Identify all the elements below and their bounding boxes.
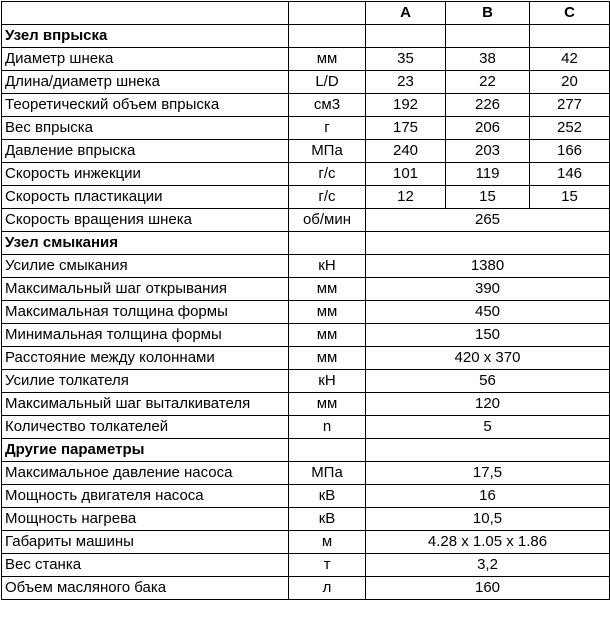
param-value: 420 x 370 bbox=[366, 347, 610, 370]
section-empty-cell bbox=[530, 25, 610, 48]
table-row bbox=[2, 278, 610, 301]
param-label: Теоретический объем впрыска bbox=[2, 94, 289, 117]
param-label: Максимальный шаг открывания bbox=[2, 278, 289, 301]
value-b: 15 bbox=[446, 186, 530, 209]
spec-table bbox=[1, 1, 610, 600]
header-col-c: C bbox=[530, 2, 610, 25]
param-unit: мм bbox=[289, 347, 366, 370]
table-row bbox=[2, 416, 610, 439]
param-label: Скорость инжекции bbox=[2, 163, 289, 186]
param-unit: кН bbox=[289, 370, 366, 393]
param-value: 56 bbox=[366, 370, 610, 393]
table-row bbox=[2, 48, 610, 71]
param-value: 1380 bbox=[366, 255, 610, 278]
section-value-cell bbox=[366, 439, 610, 462]
table-row bbox=[2, 370, 610, 393]
table-row bbox=[2, 117, 610, 140]
param-value: 120 bbox=[366, 393, 610, 416]
section-value-cell bbox=[366, 232, 610, 255]
param-unit: об/мин bbox=[289, 209, 366, 232]
param-unit: мм bbox=[289, 393, 366, 416]
param-unit: л bbox=[289, 577, 366, 600]
table-row bbox=[2, 393, 610, 416]
param-value: 4.28 x 1.05 x 1.86 bbox=[366, 531, 610, 554]
table-row bbox=[2, 186, 610, 209]
value-c: 146 bbox=[530, 163, 610, 186]
value-a: 192 bbox=[366, 94, 446, 117]
table-row bbox=[2, 94, 610, 117]
param-value: 17,5 bbox=[366, 462, 610, 485]
table-row bbox=[2, 255, 610, 278]
table-row bbox=[2, 163, 610, 186]
param-unit: г bbox=[289, 117, 366, 140]
param-unit: кВ bbox=[289, 508, 366, 531]
section-row-clamping bbox=[2, 232, 610, 255]
value-a: 35 bbox=[366, 48, 446, 71]
param-label: Минимальная толщина формы bbox=[2, 324, 289, 347]
section-unit-cell bbox=[289, 439, 366, 462]
param-unit: г/с bbox=[289, 163, 366, 186]
param-unit: мм bbox=[289, 48, 366, 71]
param-value: 390 bbox=[366, 278, 610, 301]
table-row bbox=[2, 324, 610, 347]
param-label: Мощность двигателя насоса bbox=[2, 485, 289, 508]
header-unit-cell bbox=[289, 2, 366, 25]
param-unit: кВ bbox=[289, 485, 366, 508]
param-label: Расстояние между колоннами bbox=[2, 347, 289, 370]
param-unit: мм bbox=[289, 278, 366, 301]
table-row bbox=[2, 554, 610, 577]
param-label: Скорость вращения шнека bbox=[2, 209, 289, 232]
value-b: 38 bbox=[446, 48, 530, 71]
param-label: Объем масляного бака bbox=[2, 577, 289, 600]
value-b: 119 bbox=[446, 163, 530, 186]
value-c: 277 bbox=[530, 94, 610, 117]
param-unit: мм bbox=[289, 301, 366, 324]
section-row-injection bbox=[2, 25, 610, 48]
value-a: 23 bbox=[366, 71, 446, 94]
section-unit-cell bbox=[289, 232, 366, 255]
section-title-injection: Узел впрыска bbox=[2, 25, 289, 48]
param-value: 150 bbox=[366, 324, 610, 347]
table-row bbox=[2, 209, 610, 232]
value-b: 226 bbox=[446, 94, 530, 117]
value-c: 15 bbox=[530, 186, 610, 209]
param-value: 10,5 bbox=[366, 508, 610, 531]
table-row bbox=[2, 71, 610, 94]
value-c: 252 bbox=[530, 117, 610, 140]
value-a: 240 bbox=[366, 140, 446, 163]
param-unit: т bbox=[289, 554, 366, 577]
param-unit: м bbox=[289, 531, 366, 554]
param-value: 450 bbox=[366, 301, 610, 324]
param-label: Максимальное давление насоса bbox=[2, 462, 289, 485]
table-row bbox=[2, 462, 610, 485]
param-label: Максимальная толщина формы bbox=[2, 301, 289, 324]
param-unit: МПа bbox=[289, 462, 366, 485]
section-title-clamping: Узел смыкания bbox=[2, 232, 289, 255]
param-label: Давление впрыска bbox=[2, 140, 289, 163]
param-value: 3,2 bbox=[366, 554, 610, 577]
param-unit: г/с bbox=[289, 186, 366, 209]
value-c: 42 bbox=[530, 48, 610, 71]
value-b: 203 bbox=[446, 140, 530, 163]
header-col-b: B bbox=[446, 2, 530, 25]
param-label: Количество толкателей bbox=[2, 416, 289, 439]
param-unit: МПа bbox=[289, 140, 366, 163]
section-row-other bbox=[2, 439, 610, 462]
param-unit: мм bbox=[289, 324, 366, 347]
param-unit: L/D bbox=[289, 71, 366, 94]
param-label: Мощность нагрева bbox=[2, 508, 289, 531]
table-row bbox=[2, 577, 610, 600]
param-unit: кН bbox=[289, 255, 366, 278]
value-c: 20 bbox=[530, 71, 610, 94]
param-value: 160 bbox=[366, 577, 610, 600]
param-label: Вес станка bbox=[2, 554, 289, 577]
header-row bbox=[2, 2, 610, 25]
param-unit: см3 bbox=[289, 94, 366, 117]
table-row bbox=[2, 531, 610, 554]
value-a: 101 bbox=[366, 163, 446, 186]
section-empty-cell bbox=[366, 25, 446, 48]
table-row bbox=[2, 347, 610, 370]
value-a: 175 bbox=[366, 117, 446, 140]
section-empty-cell bbox=[446, 25, 530, 48]
header-empty-cell bbox=[2, 2, 289, 25]
param-unit: n bbox=[289, 416, 366, 439]
spec-table-body bbox=[2, 2, 610, 600]
table-row bbox=[2, 485, 610, 508]
param-value: 5 bbox=[366, 416, 610, 439]
value-b: 206 bbox=[446, 117, 530, 140]
table-row bbox=[2, 508, 610, 531]
value-a: 12 bbox=[366, 186, 446, 209]
param-label: Габариты машины bbox=[2, 531, 289, 554]
param-value: 265 bbox=[366, 209, 610, 232]
param-label: Длина/диаметр шнека bbox=[2, 71, 289, 94]
param-label: Вес впрыска bbox=[2, 117, 289, 140]
section-title-other: Другие параметры bbox=[2, 439, 289, 462]
value-b: 22 bbox=[446, 71, 530, 94]
param-value: 16 bbox=[366, 485, 610, 508]
param-label: Скорость пластикации bbox=[2, 186, 289, 209]
table-row bbox=[2, 140, 610, 163]
header-col-a: A bbox=[366, 2, 446, 25]
param-label: Диаметр шнека bbox=[2, 48, 289, 71]
section-empty-cell bbox=[289, 25, 366, 48]
param-label: Усилие смыкания bbox=[2, 255, 289, 278]
param-label: Максимальный шаг выталкивателя bbox=[2, 393, 289, 416]
value-c: 166 bbox=[530, 140, 610, 163]
table-row bbox=[2, 301, 610, 324]
param-label: Усилие толкателя bbox=[2, 370, 289, 393]
